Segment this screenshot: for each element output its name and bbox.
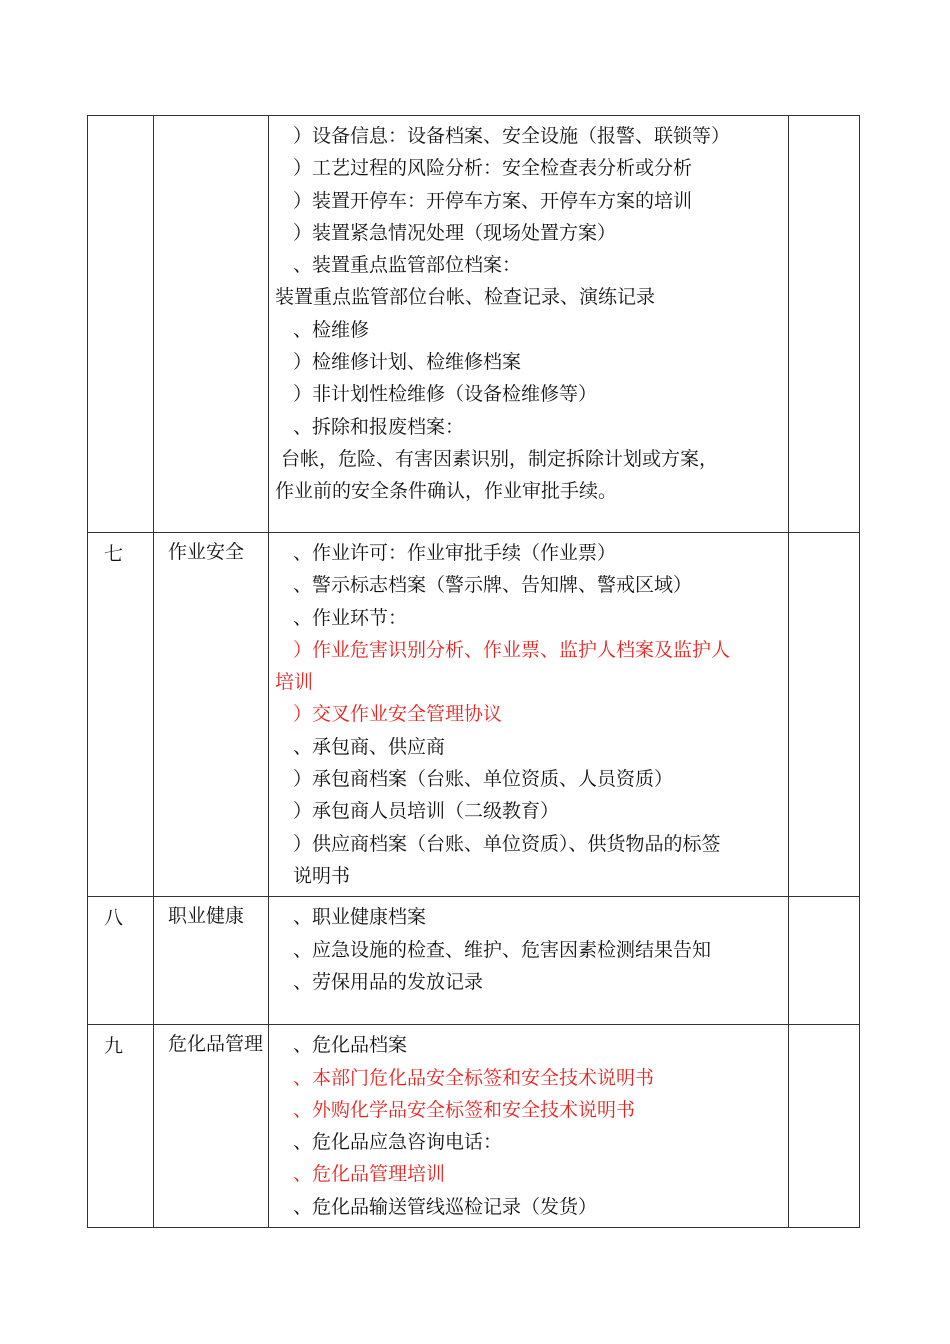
row-remark (789, 116, 860, 533)
content-line: ）承包商人员培训（二级教育） (293, 800, 560, 823)
content-line: ）承包商档案（台账、单位资质、人员资质） (293, 768, 674, 791)
content-line: ）装置紧急情况处理（现场处置方案） (293, 221, 617, 244)
table-row (88, 533, 860, 897)
row-number: 八 (88, 897, 154, 1025)
content-line: 、装置重点监管部位档案： (293, 254, 522, 277)
content-line: 、外购化学品安全标签和安全技术说明书 (293, 1098, 636, 1121)
table-body (88, 116, 860, 1228)
content-line: 、警示标志档案（警示牌、告知牌、警戒区域） (293, 574, 693, 597)
row-remark (789, 897, 860, 1025)
row-remark (789, 1025, 860, 1228)
row-category: 作业安全 (154, 533, 269, 897)
content-line: 、危化品输送管线巡检记录（发货） (293, 1195, 598, 1218)
row-content (269, 116, 789, 533)
content-line: 、危化品管理培训 (293, 1163, 446, 1186)
content-line: 、作业许可：作业审批手续（作业票） (293, 542, 617, 564)
content-line: 、劳保用品的发放记录 (293, 970, 484, 993)
content-line: ）供应商档案（台账、单位资质）、供货物品的标签 (293, 832, 721, 855)
content-line: 说明书 (293, 864, 351, 887)
content-line: 、应急设施的检查、维护、危害因素检测结果告知 (293, 938, 712, 961)
content-line: 作业前的安全条件确认，作业审批手续。 (275, 480, 618, 503)
content-line: 、本部门危化品安全标签和安全技术说明书 (293, 1066, 655, 1089)
content-line: 、作业环节： (293, 606, 408, 629)
row-content (269, 533, 789, 897)
content-line: ）检维修计划、检维修档案 (293, 351, 522, 374)
table-row (88, 897, 860, 1025)
row-category: 危化品管理 (154, 1025, 269, 1228)
content-line: ）工艺过程的风险分析：安全检查表分析或分析 (293, 157, 693, 180)
content-line: 、检维修 (293, 318, 370, 341)
row-number (88, 116, 154, 533)
archive-table (87, 115, 860, 1228)
row-number: 七 (88, 533, 154, 897)
table-row (88, 116, 860, 533)
row-number: 九 (88, 1025, 154, 1228)
content-line: ）非计划性检维修（设备检维修等） (293, 383, 598, 406)
content-line: 、拆除和报废档案： (293, 415, 465, 438)
content-line: 、危化品应急咨询电话： (293, 1131, 503, 1154)
row-category: 职业健康 (154, 897, 269, 1025)
content-line: ）装置开停车：开停车方案、开停车方案的培训 (293, 189, 693, 212)
content-line: 台帐，危险、有害因素识别，制定拆除计划或方案， (281, 447, 719, 470)
content-line: 装置重点监管部位台帐、检查记录、演练记录 (275, 286, 656, 309)
content-line: 培训 (275, 671, 314, 694)
content-line: 、职业健康档案 (293, 906, 427, 929)
row-content (269, 1025, 789, 1228)
content-line: ）设备信息：设备档案、安全设施（报警、联锁等） (293, 125, 731, 147)
content-line: 、承包商、供应商 (293, 735, 446, 758)
content-line: 、危化品档案 (293, 1034, 408, 1057)
row-content (269, 897, 789, 1025)
row-category (154, 116, 269, 533)
row-remark (789, 533, 860, 897)
content-line: ）作业危害识别分析、作业票、监护人档案及监护人 (293, 638, 731, 661)
content-line: ）交叉作业安全管理协议 (293, 703, 503, 726)
table-row (88, 1025, 860, 1228)
